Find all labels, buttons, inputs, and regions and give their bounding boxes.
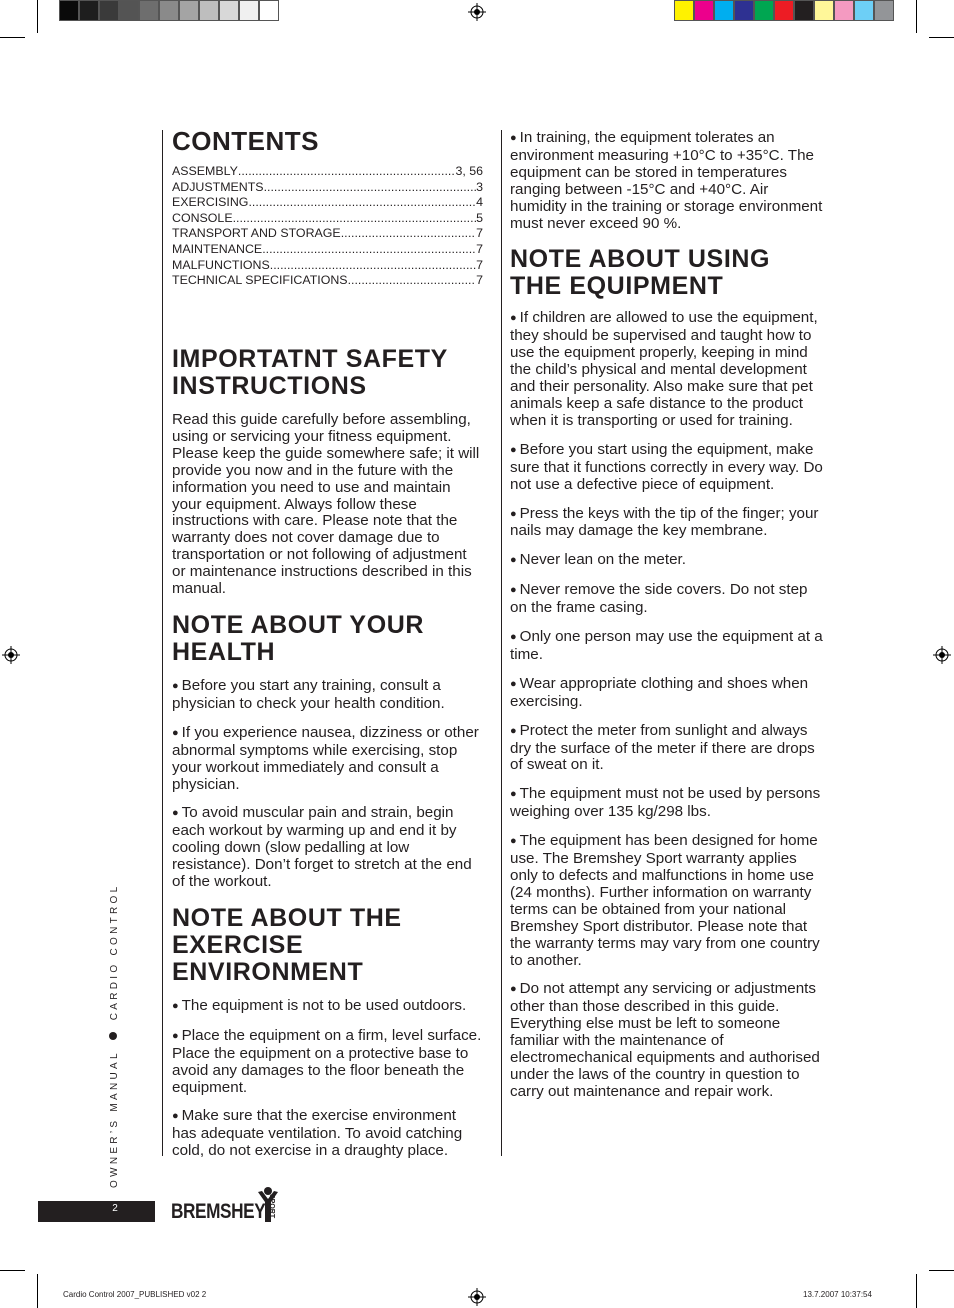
left-column <box>172 346 484 1160</box>
color-swatch <box>814 0 834 21</box>
toc-entry-page: 7 <box>476 257 483 272</box>
safety-body: Read this guide carefully before assembling, using or servicing your fitness equipment. Please keep the guide somewhere safe; it will provide you now and in the future with the information you need to use and maintain your equipment. Always follow these instructions with care. Please note that the warranty does not cover damage due to transportation or not following of adjustment or maintenance instructions described in this manual. <box>172 411 480 598</box>
environment-heading: NOTE ABOUT THE EXERCISE ENVIRONMENT <box>172 903 402 986</box>
toc-entry <box>172 164 483 180</box>
color-swatch <box>734 0 754 21</box>
toc-leader-dots <box>248 195 476 211</box>
toc-entry <box>172 226 483 242</box>
toc-leader-dots <box>348 273 477 289</box>
health-item: ● If you experience nausea, dizziness or other abnormal symptoms while exercising, stop your workout immediately and consult a physician. <box>172 725 484 794</box>
gray-swatch <box>119 0 139 21</box>
page-number-bar <box>38 1201 155 1222</box>
toc-leader-dots <box>238 164 456 180</box>
using-item: ● If children are allowed to use the equipment, they should be supervised and taught how to use the equipment properly, keeping in mind the child’s physical and mental development and their personality. Also make sure that pet animals keep a safe distance to the product when it is transporting or used for training. <box>510 310 823 429</box>
toc-entry-label: TRANSPORT AND STORAGE <box>172 226 341 241</box>
table-of-contents <box>172 164 483 289</box>
toc-entry <box>172 195 483 211</box>
toc-entry-page: 4 <box>476 195 483 210</box>
toc-entry-label: TECHNICAL SPECIFICATIONS <box>172 273 348 288</box>
color-swatch <box>754 0 774 21</box>
color-swatch <box>834 0 854 21</box>
environment-item: ● In training, the equipment tolerates an environment measuring +10°C to +35°C. The equipment can be stored in temperatures ranging between -15°C and +40°C. Air humidity in the training or storage environment must never exceed 90 %. <box>510 130 823 232</box>
sidebar-left-text: OWNER’S MANUAL <box>109 1050 120 1188</box>
bremshey-logo <box>171 1186 291 1226</box>
right-column <box>510 130 823 1101</box>
gray-swatch <box>79 0 99 21</box>
using-item: ● Press the keys with the tip of the finger; your nails may damage the key membrane. <box>510 506 823 541</box>
safety-heading: IMPORTATNT SAFETY INSTRUCTIONS <box>172 345 448 400</box>
toc-entry <box>172 242 483 258</box>
column-divider <box>501 130 502 1156</box>
column-divider <box>162 130 163 1156</box>
color-swatch <box>674 0 694 21</box>
crop-mark <box>37 0 38 33</box>
toc-leader-dots <box>270 258 476 274</box>
gray-swatch <box>159 0 179 21</box>
color-swatch <box>714 0 734 21</box>
health-heading: NOTE ABOUT YOUR HEALTH <box>172 610 425 666</box>
health-item: ● To avoid muscular pain and strain, begin each workout by warming up and end it by cooling down (slow pedalling at low resistance). Don’t forget to stretch at the end of the workout. <box>172 805 484 891</box>
color-swatch <box>774 0 794 21</box>
toc-entry-page: 5 <box>476 210 483 225</box>
toc-entry-page: 7 <box>476 241 483 256</box>
environment-item: ● The equipment is not to be used outdoors. <box>172 998 484 1016</box>
gray-swatch <box>139 0 159 21</box>
using-item: ● Never remove the side covers. Do not step on the frame casing. <box>510 582 823 617</box>
toc-leader-dots <box>264 180 477 196</box>
crop-mark <box>0 37 25 38</box>
toc-entry-label: ADJUSTMENTS <box>172 179 264 194</box>
toc-entry-page: 7 <box>476 273 483 288</box>
crop-mark <box>929 37 954 38</box>
gray-swatch <box>99 0 119 21</box>
toc-entry <box>172 211 483 227</box>
crop-mark <box>37 1274 38 1308</box>
toc-entry-page: 7 <box>476 226 483 241</box>
environment-item: ● Place the equipment on a firm, level surface. Place the equipment on a protective base to avoid any damages to the floor beneath the equipment. <box>172 1028 484 1097</box>
registration-mark-icon <box>933 646 951 664</box>
toc-entry <box>172 258 483 274</box>
color-swatch <box>854 0 874 21</box>
toc-leader-dots <box>341 226 476 242</box>
using-item: ● Wear appropriate clothing and shoes when exercising. <box>510 676 823 711</box>
crop-mark <box>0 1270 25 1271</box>
toc-entry-label: ASSEMBLY <box>172 164 238 178</box>
gray-swatch <box>199 0 219 21</box>
footer-timestamp: 13.7.2007 10:37:54 <box>803 1290 872 1299</box>
using-item: ● Before you start using the equipment, make sure that it functions correctly in every way. Do not use a defective piece of equipment. <box>510 442 823 494</box>
gray-swatch <box>219 0 239 21</box>
using-item: ● Only one person may use the equipment at a time. <box>510 629 823 664</box>
gray-swatch <box>259 0 279 21</box>
crop-mark <box>916 1274 917 1308</box>
toc-leader-dots <box>233 211 477 227</box>
toc-entry-label: EXERCISING <box>172 195 249 210</box>
health-item: ● Before you start any training, consult a physician to check your health condition. <box>172 678 484 713</box>
sidebar-right-text: CARDIO CONTROL <box>109 883 120 1021</box>
using-item: ● Protect the meter from sunlight and always dry the surface of the meter if there are drops of sweat on it. <box>510 723 823 775</box>
logo-sub: SPORT <box>268 1194 275 1219</box>
toc-entry-label: MALFUNCTIONS <box>172 257 270 272</box>
sidebar-label <box>109 884 120 1188</box>
toc-leader-dots <box>262 242 476 258</box>
using-item: ● Do not attempt any servicing or adjustments other than those described in this guide. Everything else must be left to someone familiar with the maintenance of electromechanical equipments and authorised under the laws of the country in question to carry out maintenance and repair work. <box>510 981 823 1100</box>
gray-swatch <box>59 0 79 21</box>
toc-entry-page: 3, 56 <box>455 164 483 178</box>
color-swatch <box>794 0 814 21</box>
using-item: ● Never lean on the meter. <box>510 552 823 570</box>
contents-title: CONTENTS <box>172 126 319 156</box>
using-heading: NOTE ABOUT USING THE EQUIPMENT <box>510 245 771 301</box>
environment-item: ● Make sure that the exercise environment has adequate ventilation. To avoid catching cold, do not exercise in a draughty place. <box>172 1108 484 1160</box>
registration-mark-icon <box>468 1288 486 1306</box>
toc-entry <box>172 180 483 196</box>
color-swatch <box>874 0 894 21</box>
using-item: ● The equipment must not be used by persons weighing over 135 kg/298 lbs. <box>510 786 823 821</box>
page-number: 2 <box>112 1203 118 1214</box>
color-swatch <box>694 0 714 21</box>
footer-file: Cardio Control 2007_PUBLISHED v02 2 <box>63 1290 207 1299</box>
toc-entry-page: 3 <box>476 179 483 194</box>
using-item: ● The equipment has been designed for home use. The Bremshey Sport warranty applies only to defects and malfunctions in home use (24 months). Further information on warranty terms can be obtained from your national Bremshey Sport distributor. Please note that the warranty terms may vary from one country to another. <box>510 833 823 969</box>
toc-entry-label: CONSOLE <box>172 210 233 225</box>
toc-entry <box>172 273 483 289</box>
registration-mark-icon <box>2 646 20 664</box>
crop-mark <box>916 0 917 33</box>
gray-swatch <box>239 0 259 21</box>
crop-mark <box>929 1270 954 1271</box>
toc-entry-label: MAINTENANCE <box>172 241 263 256</box>
logo-brand: BREMSHEY <box>171 1200 266 1223</box>
registration-mark-icon <box>468 3 486 21</box>
gray-swatch <box>179 0 199 21</box>
bullet-icon <box>109 1032 117 1040</box>
